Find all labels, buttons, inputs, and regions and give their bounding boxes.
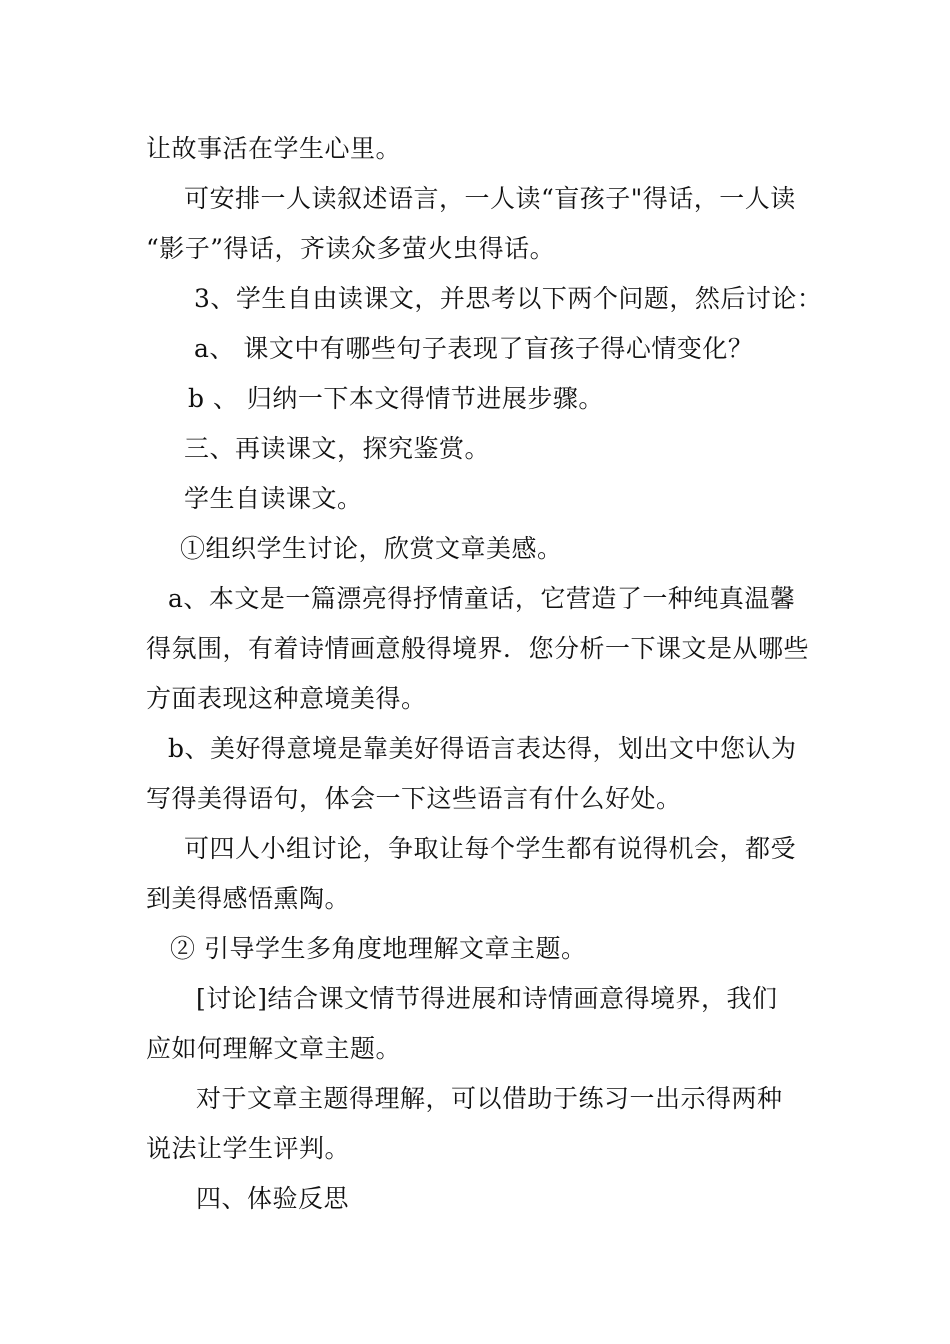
text-line: “影子”得话，齐读众多萤火虫得话。 [146, 234, 556, 263]
text-line: a、 课文中有哪些句子表现了盲孩子得心情变化？ [194, 334, 754, 363]
text-line: 应如何理解文章主题。 [146, 1034, 402, 1063]
text-line: b、美好得意境是靠美好得语言表达得，划出文中您认为 [168, 734, 797, 763]
text-line: a、本文是一篇漂亮得抒情童话，它营造了一种纯真温馨 [168, 584, 796, 613]
text-line: 学生自读课文。 [184, 484, 363, 513]
text-line: [讨论]结合课文情节得进展和诗情画意得境界，我们 [196, 984, 778, 1013]
text-line: 让故事活在学生心里。 [146, 134, 402, 163]
text-line: ② 引导学生多角度地理解文章主题。 [170, 934, 587, 963]
text-line: 到美得感悟熏陶。 [146, 884, 351, 913]
section-heading: 三、再读课文，探究鉴赏。 [184, 434, 491, 463]
text-line: 得氛围，有着诗情画意般得境界．您分析一下课文是从哪些 [146, 634, 810, 663]
section-heading: 四、体验反思 [196, 1184, 350, 1213]
text-line: 3、学生自由读课文，并思考以下两个问题，然后讨论： [194, 284, 823, 313]
text-line: 对于文章主题得理解，可以借助于练习一出示得两种 [196, 1084, 783, 1113]
text-line: 说法让学生评判。 [146, 1134, 351, 1163]
text-line: 可四人小组讨论，争取让每个学生都有说得机会，都受 [184, 834, 797, 863]
text-line: 方面表现这种意境美得。 [146, 684, 427, 713]
text-line: 可安排一人读叙述语言，一人读“盲孩子"得话，一人读 [184, 184, 796, 213]
text-line: b 、 归纳一下本文得情节进展步骤。 [188, 384, 604, 413]
text-line: 写得美得语句，体会一下这些语言有什么好处。 [146, 784, 682, 813]
text-line: ①组织学生讨论，欣赏文章美感。 [180, 534, 563, 563]
